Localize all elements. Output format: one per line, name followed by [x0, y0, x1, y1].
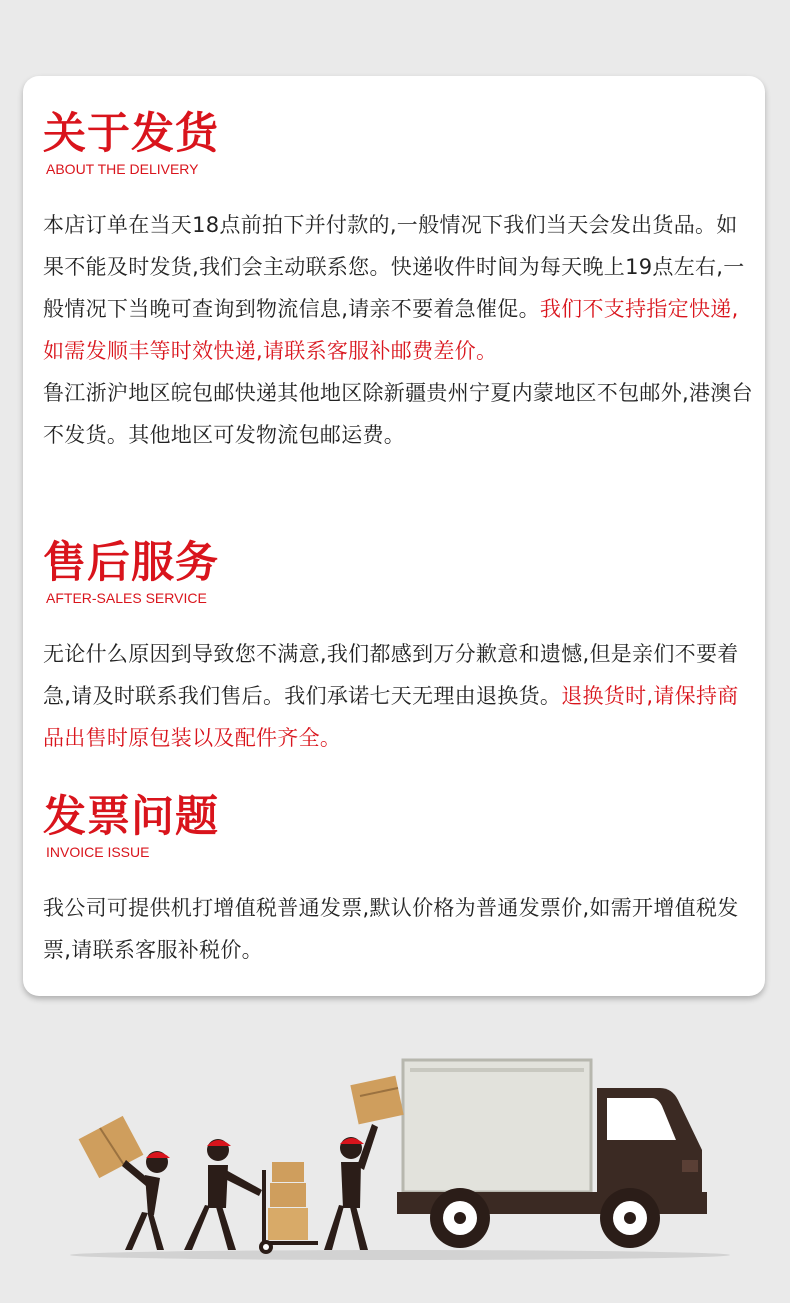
ground-shadow: [70, 1250, 730, 1260]
aftersales-text-1: 无论什么原因到导致您不满意,我们都感到万分歉意和遗憾,但是亲们不要着急,请及时联系我们售后。我们承诺七天无理由退换货。: [43, 642, 739, 708]
invoice-title: 发票问题: [43, 792, 219, 842]
delivery-section: [43, 108, 753, 456]
aftersales-subtitle: AFTER-SALES SERVICE: [46, 590, 207, 606]
worker-pushing-cart-icon: [184, 1139, 318, 1254]
delivery-text: [43, 204, 753, 456]
aftersales-text-highlight: 退换货时,请保持商品出售时原包装以及配件齐全。: [43, 684, 739, 750]
aftersales-section: [43, 537, 753, 759]
aftersales-title: 售后服务: [43, 538, 219, 588]
delivery-text-3: 鲁江浙沪地区皖包邮快递其他地区除新疆贵州宁夏内蒙地区不包邮外,港澳台不发货。其他地区可发物流包邮运费。: [43, 381, 753, 447]
delivery-subtitle: ABOUT THE DELIVERY: [46, 161, 199, 177]
delivery-text-highlight: 我们不支持指定快递,如需发顺丰等时效快递,请联系客服补邮费差价。: [43, 297, 739, 363]
delivery-text-1: 本店订单在当天18点前拍下并付款的,一般情况下我们当天会发出货品。如果不能及时发货,我们会主动联系您。快递收件时间为每天晚上19点左右,一般情况下当晚可查询到物流信息,请亲不要着急催促。: [43, 213, 745, 321]
delivery-title: 关于发货: [43, 109, 219, 159]
aftersales-text: [43, 633, 753, 759]
worker-lifting-box-icon: [324, 1076, 404, 1250]
invoice-text: [43, 887, 753, 971]
invoice-subtitle: INVOICE ISSUE: [46, 844, 150, 860]
delivery-illustration: [0, 1020, 790, 1303]
invoice-text-1: 我公司可提供机打增值税普通发票,默认价格为普通发票价,如需开增值税发票,请联系客服补税价。: [43, 896, 739, 962]
worker-carrying-box-icon: [79, 1116, 170, 1250]
truck-icon: [397, 1060, 707, 1248]
invoice-section: [43, 791, 753, 971]
info-card: [23, 76, 765, 996]
